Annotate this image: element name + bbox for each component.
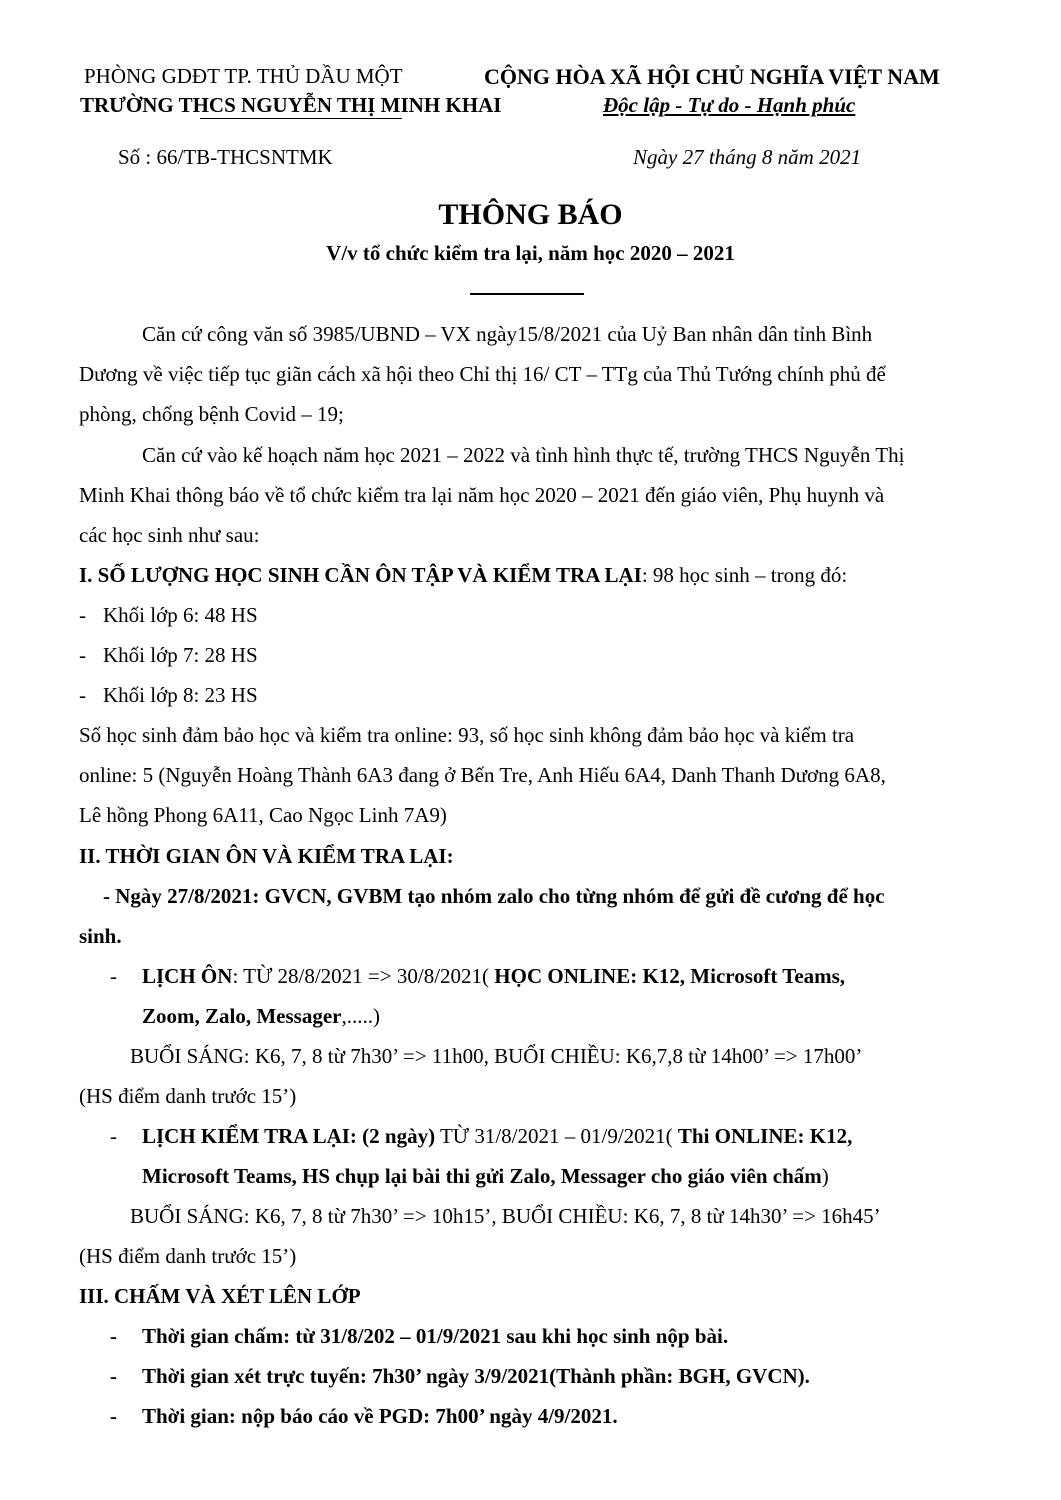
intro-p1-line2: Dương về việc tiếp tục giãn cách xã hội theo Chỉ thị 16/ CT – TTg của Thủ Tướng chính phủ để <box>79 362 886 386</box>
exam-schedule-text <box>142 1123 852 1149</box>
intro-p2-line2: Minh Khai thông báo về tổ chức kiểm tra lại năm học 2020 – 2021 đến giáo viên, Phụ huynh và <box>79 483 885 507</box>
review-dates: : TỪ 28/8/2021 => 30/8/2021( <box>232 964 495 988</box>
list-item: Khối lớp 8: 23 HS <box>103 683 258 707</box>
page-subtitle: V/v tổ chức kiểm tra lại, năm học 2020 – 2021 <box>326 241 735 265</box>
section1-note-line2: online: 5 (Nguyễn Hoàng Thành 6A3 đang ở Bến Tre, Anh Hiếu 6A4, Danh Thanh Dương 6A8, <box>79 763 886 787</box>
review-platforms-cont: Zoom, Zalo, Messager <box>142 1004 342 1028</box>
bullet-dash: - <box>110 1364 117 1388</box>
exam-dates: TỪ 31/8/2021 – 01/9/2021( <box>435 1124 678 1148</box>
section1-heading: I. SỐ LƯỢNG HỌC SINH CẦN ÔN TẬP VÀ KIỂM TRA LẠI <box>79 563 642 587</box>
section1-item-6 <box>79 602 258 628</box>
section1-item-7 <box>79 642 258 668</box>
review-label: LỊCH ÔN <box>142 964 233 988</box>
bullet-dash: - <box>110 1124 117 1148</box>
header-left-line1: PHÒNG GDĐT TP. THỦ DẦU MỘT <box>84 64 403 88</box>
exam-label: LỊCH KIỂM TRA LẠI: (2 ngày) <box>142 1124 436 1148</box>
review-platforms: HỌC ONLINE: K12, Microsoft Teams, <box>494 964 846 988</box>
section1-note-line1: Số học sinh đảm bảo học và kiểm tra online: 93, số học sinh không đảm bảo học và kiểm tra <box>79 723 855 747</box>
list-item: Thời gian: nộp báo cáo về PGD: 7h00’ ngày 4/9/2021. <box>142 1404 618 1428</box>
intro-p1-line3: phòng, chống bệnh Covid – 19; <box>79 402 344 426</box>
list-item: Khối lớp 6: 48 HS <box>103 603 258 627</box>
list-item: Thời gian chấm: từ 31/8/202 – 01/9/2021 sau khi học sinh nộp bài. <box>142 1324 729 1348</box>
exam-note: (HS điểm danh trước 15’) <box>79 1244 297 1268</box>
intro-p2-line1: Căn cứ vào kế hoạch năm học 2021 – 2022 và tình hình thực tế, trường THCS Nguyễn Thị <box>142 443 905 467</box>
header-left-line2: TRƯỜNG THCS NGUYỄN THỊ MINH KHAI <box>80 93 502 117</box>
bullet-dash: - <box>79 603 86 627</box>
section3-item-report <box>110 1403 618 1429</box>
section2-p1-line2: sinh. <box>79 924 122 948</box>
bullet-dash: - <box>110 1324 117 1348</box>
exam-platforms: Thi ONLINE: K12, <box>677 1124 853 1148</box>
bullet-dash: - <box>79 683 86 707</box>
bullet-dash: - <box>79 643 86 667</box>
list-item: Khối lớp 7: 28 HS <box>103 643 258 667</box>
section1-heading-tail: : 98 học sinh – trong đó: <box>641 563 848 587</box>
review-schedule-text <box>142 963 845 989</box>
review-schedule-line1 <box>110 963 846 989</box>
title-divider <box>470 293 584 295</box>
section1-heading-row <box>79 562 847 588</box>
section3-item-grading <box>110 1323 729 1349</box>
document-number: Số : 66/TB-THCSNTMK <box>118 145 333 169</box>
header-right-line2: Độc lập - Tự do - Hạnh phúc <box>603 93 856 117</box>
review-platforms-tail: ,.....) <box>341 1004 380 1028</box>
section1-note-line3: Lê hồng Phong 6A11, Cao Ngọc Linh 7A9) <box>79 803 447 827</box>
section2-heading: II. THỜI GIAN ÔN VÀ KIỂM TRA LẠI: <box>79 844 454 868</box>
header-right-line1: CỘNG HÒA XÃ HỘI CHỦ NGHĨA VIỆT NAM <box>484 64 940 89</box>
intro-p2-line3: các học sinh như sau: <box>79 523 260 547</box>
document-date: Ngày 27 tháng 8 năm 2021 <box>633 145 862 169</box>
section3-item-review <box>110 1363 810 1389</box>
section1-item-8 <box>79 682 258 708</box>
bullet-dash: - <box>110 1404 117 1428</box>
exam-time: BUỔI SÁNG: K6, 7, 8 từ 7h30’ => 10h15’, BUỔI CHIỀU: K6, 7, 8 từ 14h30’ => 16h45’ <box>130 1204 881 1228</box>
section2-p1-line1: - Ngày 27/8/2021: GVCN, GVBM tạo nhóm zalo cho từng nhóm để gửi đề cương để học <box>103 884 885 908</box>
exam-schedule-line2 <box>142 1163 829 1189</box>
review-time: BUỔI SÁNG: K6, 7, 8 từ 7h30’ => 11h00, BUỔI CHIỀU: K6,7,8 từ 14h00’ => 17h00’ <box>130 1044 863 1068</box>
section3-heading: III. CHẤM VÀ XÉT LÊN LỚP <box>79 1284 361 1308</box>
list-item: Thời gian xét trực tuyến: 7h30’ ngày 3/9/2021(Thành phần: BGH, GVCN). <box>142 1364 810 1388</box>
exam-platforms-tail: ) <box>821 1164 829 1188</box>
exam-platforms-cont: Microsoft Teams, HS chụp lại bài thi gửi Zalo, Messager cho giáo viên chấm <box>142 1164 822 1188</box>
header-left-underline <box>200 118 402 119</box>
review-note: (HS điểm danh trước 15’) <box>79 1084 297 1108</box>
review-schedule-line2 <box>142 1003 380 1029</box>
exam-schedule-line1 <box>110 1123 853 1149</box>
page-title: THÔNG BÁO <box>438 198 623 231</box>
intro-p1-line1: Căn cứ công văn số 3985/UBND – VX ngày15/8/2021 của Uỷ Ban nhân dân tỉnh Bình <box>142 322 873 346</box>
bullet-dash: - <box>110 964 117 988</box>
